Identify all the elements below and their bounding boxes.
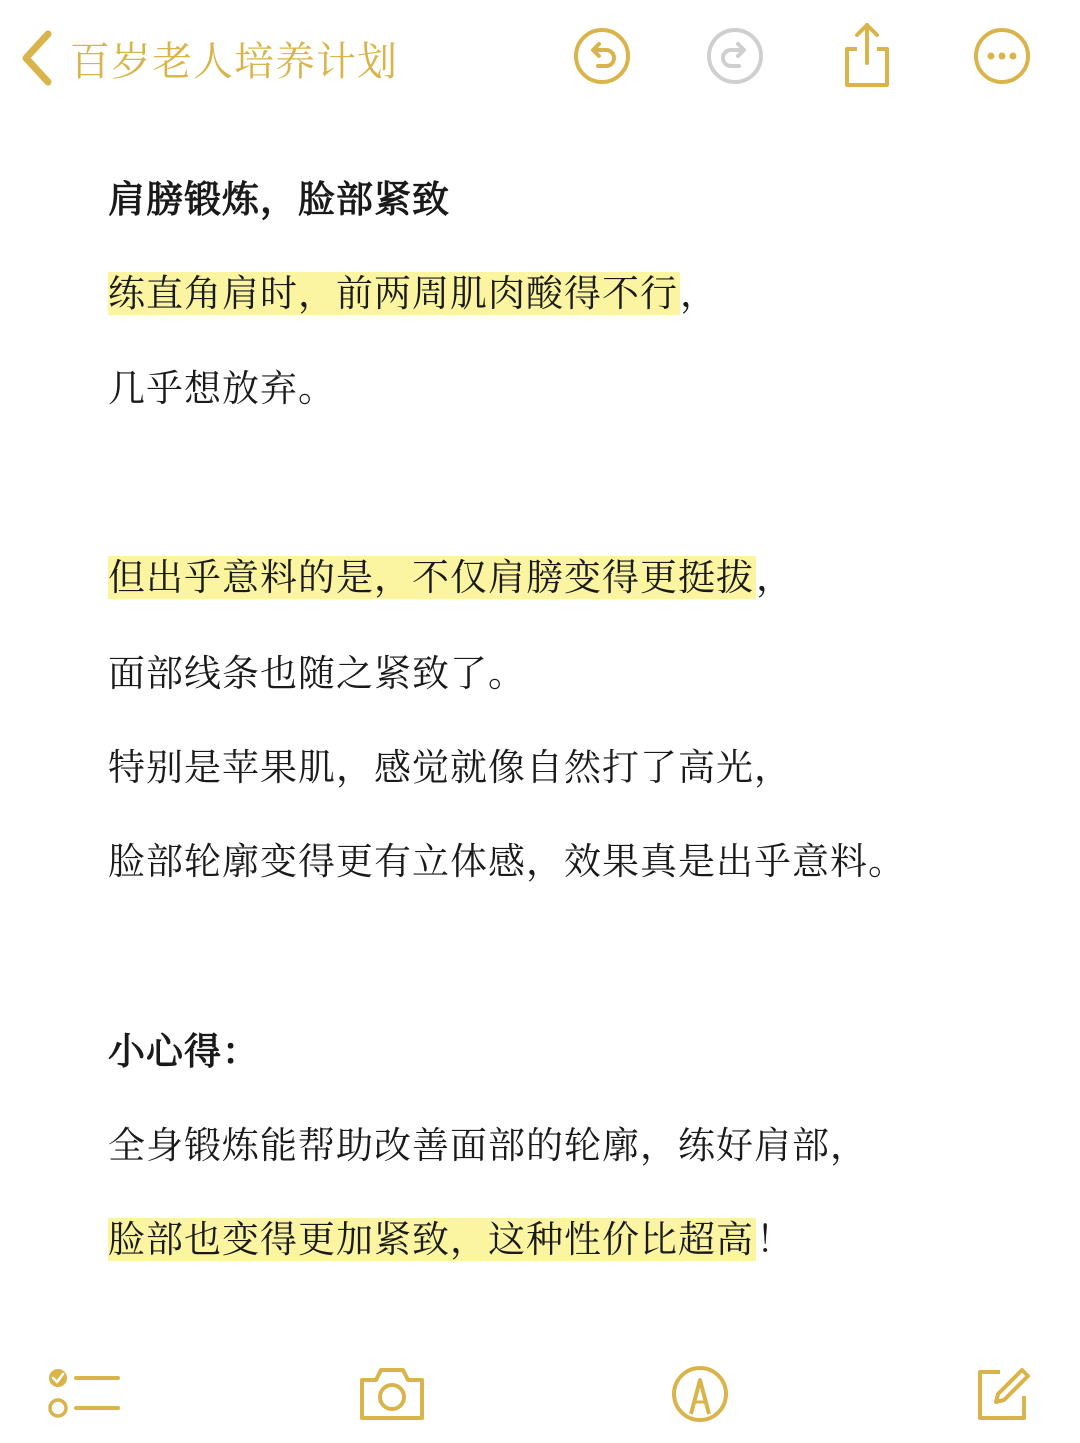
note-title: 肩膀锻炼，脸部紧致 xyxy=(108,178,450,221)
share-icon xyxy=(839,21,895,95)
note-line xyxy=(108,554,794,602)
note-subtitle: 小心得： xyxy=(108,1030,260,1073)
checklist-button[interactable] xyxy=(44,1360,124,1432)
text-tail: ！ xyxy=(756,1218,794,1261)
note-line: 脸部轮廓变得更有立体感，效果真是出乎意料。 xyxy=(108,840,906,883)
note-line: 几乎想放弃。 xyxy=(108,367,336,410)
redo-icon xyxy=(705,26,765,90)
markup-button[interactable] xyxy=(660,1360,740,1432)
more-icon xyxy=(972,26,1032,90)
markup-icon xyxy=(670,1364,730,1428)
note-line: 全身锻炼能帮助改善面部的轮廓，练好肩部， xyxy=(108,1124,868,1167)
note-line: 面部线条也随之紧致了。 xyxy=(108,652,526,695)
highlighted-text: 脸部也变得更加紧致，这种性价比超高 xyxy=(108,1218,754,1261)
more-button[interactable] xyxy=(970,22,1034,94)
note-line xyxy=(108,270,718,318)
undo-button[interactable] xyxy=(570,22,634,94)
redo-button[interactable] xyxy=(703,22,767,94)
note-line xyxy=(108,1216,794,1264)
share-button[interactable] xyxy=(835,22,899,94)
back-button[interactable] xyxy=(18,22,398,94)
highlighted-text: 但出乎意料的是，不仅肩膀变得更挺拔 xyxy=(108,556,754,599)
back-label: 百岁老人培养计划 xyxy=(70,38,398,85)
text-tail: ， xyxy=(680,272,718,315)
compose-button[interactable] xyxy=(962,1360,1042,1432)
chevron-left-icon xyxy=(18,28,54,88)
top-bar xyxy=(0,0,1080,120)
checklist-icon xyxy=(46,1364,122,1428)
camera-icon xyxy=(356,1364,428,1428)
text-tail: ， xyxy=(756,556,794,599)
bottom-toolbar xyxy=(0,1350,1080,1443)
highlighted-text: 练直角肩时，前两周肌肉酸得不行 xyxy=(108,272,678,315)
undo-icon xyxy=(572,26,632,90)
compose-icon xyxy=(970,1362,1034,1430)
camera-button[interactable] xyxy=(352,1360,432,1432)
note-line: 特别是苹果肌，感觉就像自然打了高光， xyxy=(108,746,792,789)
